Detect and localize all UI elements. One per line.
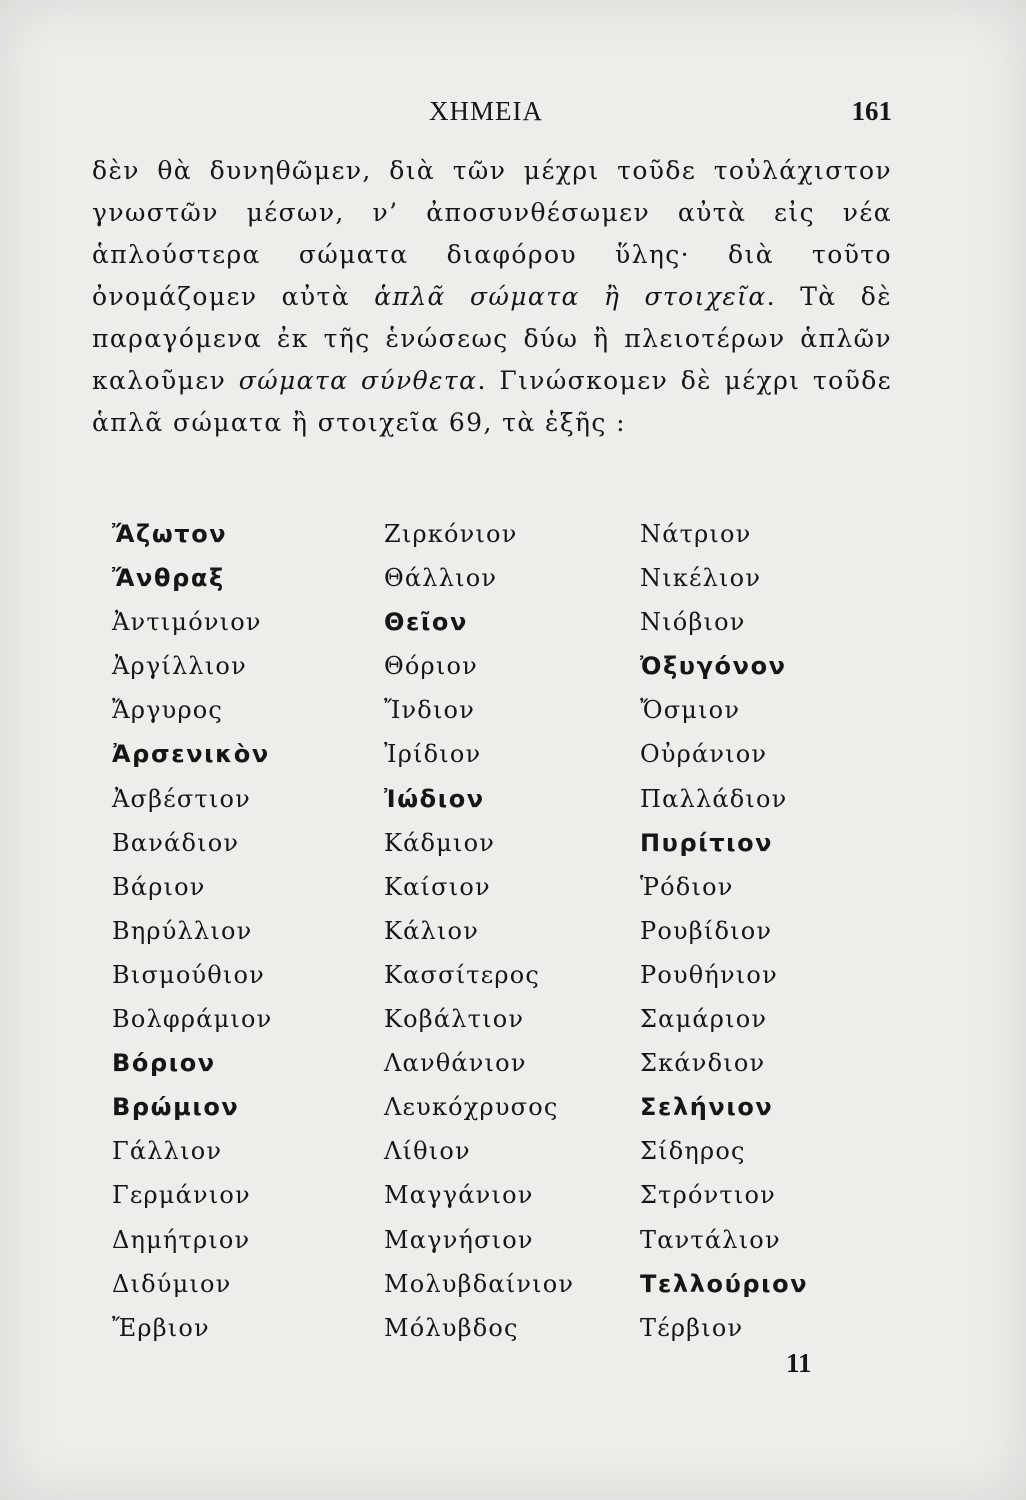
page-header: [86, 96, 892, 136]
element-name: Λανθάνιον: [384, 1049, 527, 1078]
element-name: Ἰρίδιον: [384, 740, 482, 769]
element-name: Γάλλιον: [112, 1137, 223, 1166]
element-name: Νάτριον: [640, 520, 752, 548]
element-name: Σελήνιον: [640, 1093, 774, 1122]
page-number: 161: [851, 96, 892, 126]
element-name: Δημήτριον: [112, 1225, 251, 1254]
element-name: Ἔρβιον: [112, 1313, 210, 1342]
element-name: Θόριον: [384, 652, 478, 681]
element-name: Ἄνθραξ: [112, 564, 225, 593]
element-name: Ὄσμιον: [640, 696, 741, 725]
element-name: Βολφράμιον: [112, 1005, 273, 1034]
running-title: ΧΗΜΕΙΑ: [429, 96, 543, 126]
body-paragraph: [92, 150, 892, 444]
paragraph-italic-compound-bodies: σώματα σύνθετα: [238, 366, 478, 395]
element-name: Βανάδιον: [112, 828, 240, 857]
element-name: Ἀσβέστιον: [112, 784, 251, 813]
element-name: Βηρύλλιον: [112, 916, 253, 945]
element-name: Ζιρκόνιον: [384, 520, 518, 548]
element-name: Ἀντιμόνιον: [112, 608, 262, 637]
element-name: Θεῖον: [384, 608, 468, 637]
element-column-1: [112, 512, 372, 1350]
element-name: Τέρβιον: [640, 1313, 744, 1342]
element-name: Ὀξυγόνον: [640, 652, 787, 681]
element-name: Νιόβιον: [640, 608, 746, 637]
element-name: Καίσιον: [384, 872, 491, 901]
element-name: Ταντάλιον: [640, 1225, 781, 1254]
element-name: Σκάνδιον: [640, 1049, 766, 1078]
element-name: Σαμάριον: [640, 1005, 768, 1034]
element-name: Ἰώδιον: [384, 784, 485, 813]
element-name: Κάλιον: [384, 916, 479, 945]
element-name: Τελλούριον: [640, 1269, 809, 1298]
element-name: Μολυβδαίνιον: [384, 1269, 575, 1298]
element-name: Στρόντιον: [640, 1181, 776, 1210]
element-name: Ἴνδιον: [384, 696, 475, 725]
element-name: Κοβάλτιον: [384, 1005, 525, 1034]
element-name: Γερμάνιον: [112, 1181, 251, 1210]
element-name: Βρώμιον: [112, 1093, 240, 1122]
element-name: Λίθιον: [384, 1137, 471, 1166]
element-name: Βάριον: [112, 872, 206, 901]
element-name: Σίδηρος: [640, 1137, 746, 1166]
element-name: Βισμούθιον: [112, 960, 265, 989]
paragraph-italic-simple-bodies: ἁπλᾶ σώματα ἢ στοιχεῖα: [374, 282, 767, 311]
element-name: Παλλάδιον: [640, 784, 788, 813]
element-column-3: [640, 512, 900, 1350]
paragraph-text-2: . Τὰ δὲ παραγόμενα ἐκ τῆς ἑνώσεως δύω ἢ πλειοτέρων ἁπλῶν καλοῦμεν: [92, 282, 893, 395]
element-name: Ῥόδιον: [640, 872, 734, 901]
element-name: Μαγνήσιον: [384, 1225, 534, 1254]
element-name: Ἀρσενικὸν: [112, 740, 270, 769]
element-name: Κασσίτερος: [384, 960, 541, 989]
element-name: Μαγγάνιον: [384, 1181, 534, 1210]
element-name: Ρουβίδιον: [640, 916, 773, 945]
element-name: Μόλυβδος: [384, 1313, 519, 1342]
element-name: Πυρίτιον: [640, 828, 774, 857]
element-name: Λευκόχρυσος: [384, 1093, 559, 1122]
element-name: Διδύμιον: [112, 1269, 232, 1298]
element-name: Κάδμιον: [384, 828, 496, 857]
element-name: Ἀργίλλιον: [112, 652, 247, 681]
element-name: Θάλλιον: [384, 564, 498, 593]
element-name: Νικέλιον: [640, 564, 762, 593]
element-list: [112, 512, 912, 1362]
paragraph-text-1: δὲν θὰ δυνηθῶμεν, διὰ τῶν μέχρι τοῦδε τοὐλάχιστον γνωστῶν μέσων, ν’ ἀποσυνθέσωμεν αὐτὰ εἰς νέα ἁπλούστερα σώματα διαφόρου ὕλης· διὰ τοῦτο ὀνομάζομεν αὐτὰ: [92, 156, 892, 311]
element-name: Ἄργυρος: [112, 696, 224, 725]
element-name: Οὐράνιον: [640, 740, 768, 769]
element-name: Βόριον: [112, 1049, 216, 1078]
paragraph-text-3: . Γινώσκομεν δὲ μέχρι τοῦδε ἁπλᾶ σώματα ἢ στοιχεῖα 69, τὰ ἑξῆς :: [92, 366, 893, 437]
element-name: Ἄζωτον: [112, 520, 228, 548]
signature-mark: 11: [786, 1348, 812, 1378]
element-name: Ρουθήνιον: [640, 960, 778, 989]
element-column-2: [384, 512, 644, 1350]
